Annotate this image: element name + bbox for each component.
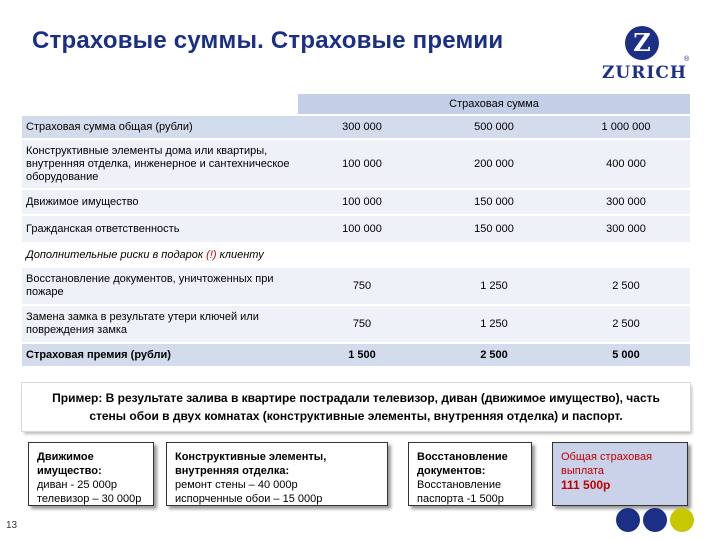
cell-value: 1 250 [426,305,562,343]
row-label: Страховая сумма общая (рубли) [22,115,298,139]
cell-value: 1 500 [298,343,426,367]
table-row [22,189,690,215]
cell-value: 750 [298,305,426,343]
row-label: Конструктивные элементы дома или квартиры, внутренняя отделка, инженерное и сантехническое оборудование [22,139,298,189]
page-number: 13 [6,520,18,531]
zurich-z-icon: Z [625,26,659,60]
cell-value: 400 000 [562,139,690,189]
insurance-table [22,94,690,368]
cell-value: 300 000 [562,189,690,215]
cell-value: 5 000 [562,343,690,367]
box-line: Восстановление [417,479,502,491]
table-row [22,215,690,243]
row-label: Восстановление документов, уничтоженных при пожаре [22,267,298,305]
cell-value: 750 [298,267,426,305]
table-row [22,139,690,189]
cell-value: 150 000 [426,215,562,243]
example-line-2: стены обои в двух комнатах (конструктивные элементы, внутренняя отделка) и паспорт. [89,409,623,423]
green-dot-icon [670,508,694,532]
cell-value: 500 000 [426,115,562,139]
sum-group-header: Страховая сумма [298,94,690,115]
table-row [22,267,690,305]
table-row [22,305,690,343]
row-label: Замена замка в результате утери ключей или повреждения замка [22,305,298,343]
cell-value: 100 000 [298,215,426,243]
cell-value: 100 000 [298,189,426,215]
cell-value: 300 000 [298,115,426,139]
box-line: диван - 25 000р [37,479,118,491]
cell-value: 150 000 [426,189,562,215]
cell-value: 1 250 [426,267,562,305]
total-payout-box [552,442,688,506]
exclamation-highlight: (!) [206,249,217,261]
structural-elements-box [166,442,388,506]
blue-dot-icon [616,508,640,532]
page-title: Страховые суммы. Страховые премии [32,27,504,54]
cell-value: 300 000 [562,215,690,243]
box-line: испорченные обои – 15 000р [175,493,323,505]
cell-value: 200 000 [426,139,562,189]
row-label: Гражданская ответственность [22,215,298,243]
zurich-logo [598,26,694,82]
box-title: Восстановление документов: [417,451,508,477]
table-row [22,115,690,139]
documents-box [408,442,532,506]
brand-dots [616,508,696,534]
box-line: ремонт стены – 40 000р [175,479,298,491]
extra-risks-label: Дополнительные риски в подарок (!) клиенту [22,243,690,267]
cell-value: 2 500 [426,343,562,367]
box-line: телевизор – 30 000р [37,493,142,505]
blue-dot-icon [643,508,667,532]
box-line: паспорта -1 500р [417,493,504,505]
box-title: Конструктивные элементы, внутренняя отделка: [175,451,327,477]
extra-risks-row [22,243,690,267]
total-title: Общая страховая выплата [561,451,653,477]
registered-mark: ® [684,56,690,63]
example-banner [22,383,690,431]
box-title: Движимое имущество: [37,451,102,477]
row-label: Страховая премия (рубли) [22,343,298,367]
cell-value: 2 500 [562,305,690,343]
cell-value: 1 000 000 [562,115,690,139]
movable-property-box [28,442,154,506]
row-label: Движимое имущество [22,189,298,215]
premium-row [22,343,690,367]
cell-value: 2 500 [562,267,690,305]
table-header-row [22,94,690,115]
example-line-1: Пример: В результате залива в квартире пострадали телевизор, диван (движимое имущество), часть [52,391,660,405]
cell-value: 100 000 [298,139,426,189]
zurich-wordmark: ZURICH [602,63,687,83]
total-value: 111 500р [561,478,611,492]
